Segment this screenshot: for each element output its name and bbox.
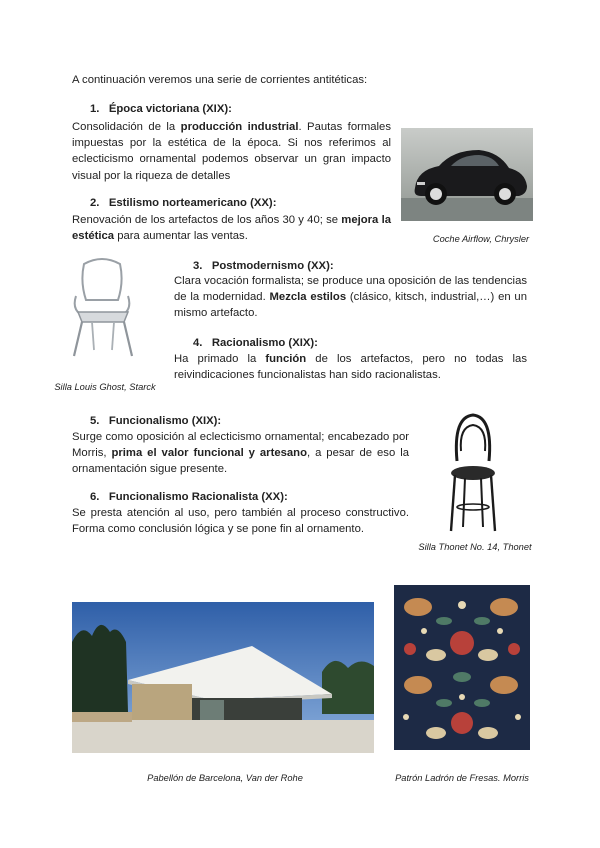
text-run: para aumentar las ventas. [114,230,248,243]
section-2-heading: 2. Estilismo norteamericano (XX): [90,197,277,209]
text-run: Consolidación de la [72,121,181,133]
bold-phrase: producción industrial [180,121,299,133]
pattern-image [394,585,530,750]
section-6-heading: 6. Funcionalismo Racionalista (XX): [90,491,288,503]
bold-phrase: mejora la estética [72,214,392,243]
section-1-body [72,119,391,184]
text-run: (clásico, kitsch, industrial,…) en un mismo artefacto. [174,291,527,320]
pavilion-image [72,602,374,753]
thonet-chair-image [447,411,499,535]
section-5-body [72,429,409,478]
thonet-chair-caption: Silla Thonet No. 14, Thonet [418,542,532,552]
text-run: , a pesar de eso la ornamentación sigue presente. [72,447,409,476]
intro-text: A continuación veremos una serie de corrientes antitéticas: [72,74,368,86]
section-6-body [72,505,409,537]
text-run: Ha primado la [174,353,266,365]
text-run: Renovación de los artefactos de los años 30 y 40; se [72,214,342,226]
text-run: Se presta atención al uso, pero también al proceso constructivo. Forma como conclusión lógica y se pone fin al ornamento. [72,507,409,536]
pavilion-caption: Pabellón de Barcelona, Van der Rohe [147,773,303,783]
bold-phrase: función [265,353,307,365]
bold-phrase: prima el valor funcional y artesano [111,447,307,460]
car-image [401,128,533,221]
car-caption: Coche Airflow, Chrysler [432,234,530,244]
section-4-body [174,351,527,383]
ghost-chair-caption: Silla Louis Ghost, Starck [54,382,156,392]
section-3-heading: 3. Postmodernismo (XX): [193,260,334,272]
section-3-body [174,273,527,322]
text-run: Clara vocación formalista; se produce una oposición de las tendencias de la modernidad. [174,275,527,304]
text-run: de los artefactos, pero no todas las reivindicaciones funcionalistas han sido racionalistas. [174,353,527,382]
section-4-heading: 4. Racionalismo (XIX): [193,337,318,349]
section-2-body [72,212,391,244]
section-1-heading: 1. Época victoriana (XIX): [90,103,232,115]
pattern-caption: Patrón Ladrón de Fresas. Morris [395,773,529,783]
text-run: Surge como oposición al eclecticismo ornamental; encabezado por Morris, [72,431,409,460]
ghost-chair-image [62,256,142,360]
text-run: . Pautas formales impuestas por la estética de la época. Si nos referimos al eclecticismo ornamental podemos observar un gran impacto visual por la riqueza de detalles [72,121,391,182]
section-5-heading: 5. Funcionalismo (XIX): [90,415,222,427]
bold-phrase: Mezcla estilos [269,291,347,304]
